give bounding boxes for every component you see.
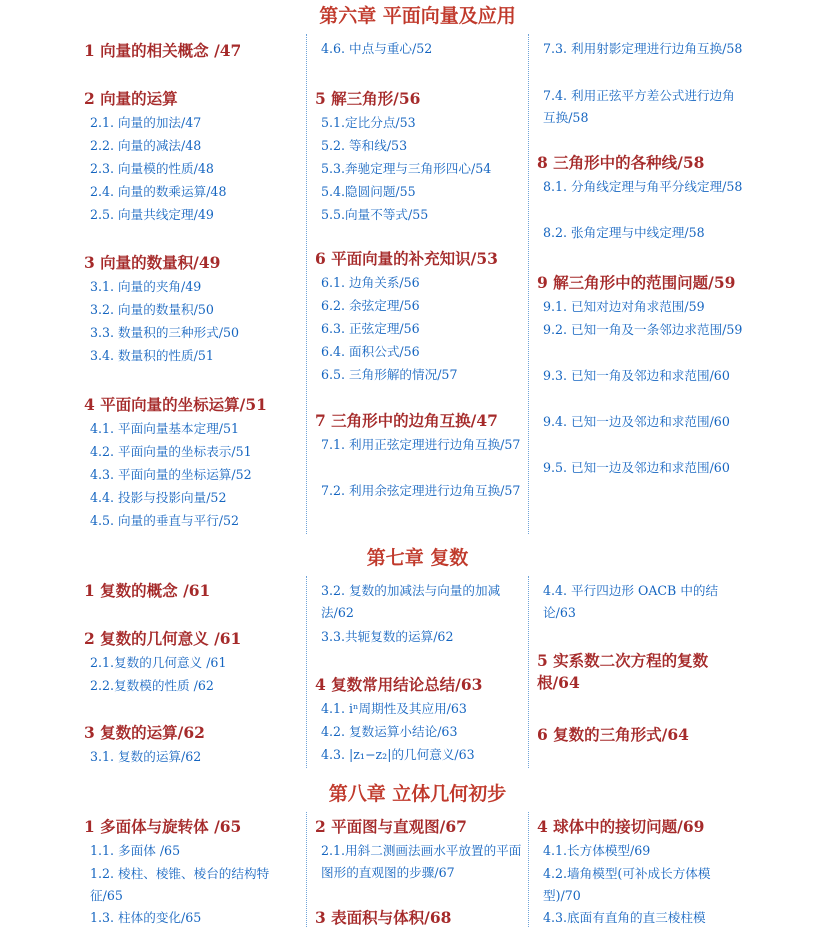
toc-subsection[interactable]: 2.2. 向量的减法/48: [90, 138, 202, 153]
toc-subsection[interactable]: 4.2. 复数运算小结论/63: [321, 724, 458, 739]
toc-section[interactable]: 6 平面向量的补充知识/53: [315, 249, 498, 268]
toc-subsection[interactable]: 5.1.定比分点/53: [321, 115, 416, 130]
toc-subsection[interactable]: 9.4. 已知一边及邻边和求范围/60: [543, 414, 730, 429]
toc-subsection[interactable]: 1.1. 多面体 /65: [90, 843, 181, 858]
toc-section[interactable]: 8 三角形中的各种线/58: [537, 153, 705, 172]
toc-subsection[interactable]: 9.2. 已知一角及一条邻边求范围/59: [543, 322, 743, 337]
ch8-column-3: [528, 812, 749, 927]
toc-subsection[interactable]: 3.1. 向量的夹角/49: [90, 279, 202, 294]
toc-subsection[interactable]: 4.1. iⁿ周期性及其应用/63: [321, 701, 467, 716]
toc-subsection[interactable]: 3.3.共轭复数的运算/62: [321, 629, 454, 644]
toc-subsection[interactable]: 6.3. 正弦定理/56: [321, 321, 420, 336]
toc-subsection[interactable]: 4.2. 平面向量的坐标表示/51: [90, 444, 252, 459]
toc-subsection[interactable]: 8.1. 分角线定理与角平分线定理/58: [543, 179, 743, 194]
toc-subsection[interactable]: 5.2. 等和线/53: [321, 138, 408, 153]
toc-section[interactable]: 6 复数的三角形式/64: [537, 725, 689, 744]
toc-section[interactable]: 4 复数常用结论总结/63: [315, 675, 483, 694]
toc-section[interactable]: 1 向量的相关概念 /47: [84, 41, 242, 60]
toc-subsection[interactable]: 6.2. 余弦定理/56: [321, 298, 420, 313]
toc-subsection[interactable]: 1.2. 棱柱、棱锥、棱台的结构特征/65: [90, 866, 270, 903]
toc-section[interactable]: 4 球体中的接切问题/69: [537, 817, 705, 836]
toc-subsection[interactable]: 7.1. 利用正弦定理进行边角互换/57: [321, 437, 521, 452]
toc-subsection[interactable]: 4.5. 向量的垂直与平行/52: [90, 513, 240, 528]
toc-subsection[interactable]: 4.6. 中点与重心/52: [321, 41, 433, 56]
toc-section[interactable]: 1 复数的概念 /61: [84, 581, 211, 600]
toc-subsection[interactable]: 9.5. 已知一边及邻边和求范围/60: [543, 460, 730, 475]
toc-subsection[interactable]: 7.3. 利用射影定理进行边角互换/58: [543, 41, 743, 56]
toc-section[interactable]: 5 解三角形/56: [315, 89, 421, 108]
toc-section[interactable]: 2 向量的运算: [84, 89, 178, 108]
toc-subsection[interactable]: 2.3. 向量模的性质/48: [90, 161, 214, 176]
ch8-column-2: [306, 812, 529, 927]
toc-subsection[interactable]: 3.3. 数量积的三种形式/50: [90, 325, 240, 340]
toc-section[interactable]: 3 复数的运算/62: [84, 723, 205, 742]
ch7-column-3: [528, 576, 749, 768]
toc-subsection[interactable]: 6.5. 三角形解的情况/57: [321, 367, 458, 382]
toc-subsection[interactable]: 4.4. 投影与投影向量/52: [90, 490, 227, 505]
ch8-column-1: [84, 812, 302, 927]
toc-subsection[interactable]: 2.1. 向量的加法/47: [90, 115, 202, 130]
toc-section[interactable]: 3 表面积与体积/68: [315, 908, 452, 927]
ch6-column-3: [528, 34, 749, 534]
toc-subsection[interactable]: 5.4.隐圆问题/55: [321, 184, 416, 199]
toc-section[interactable]: 4 平面向量的坐标运算/51: [84, 395, 267, 414]
toc-subsection[interactable]: 2.4. 向量的数乘运算/48: [90, 184, 227, 199]
toc-subsection[interactable]: 7.2. 利用余弦定理进行边角互换/57: [321, 483, 521, 498]
chapter-8-title: 第八章 立体几何初步: [328, 783, 507, 805]
toc-subsection[interactable]: 4.3.底面有直角的直三棱柱模: [543, 910, 706, 925]
toc-subsection[interactable]: 3.4. 数量积的性质/51: [90, 348, 214, 363]
toc-subsection[interactable]: 5.3.奔驰定理与三角形四心/54: [321, 161, 492, 176]
toc-section[interactable]: 9 解三角形中的范围问题/59: [537, 273, 736, 292]
toc-subsection[interactable]: 6.4. 面积公式/56: [321, 344, 420, 359]
toc-subsection[interactable]: 9.1. 已知对边对角求范围/59: [543, 299, 705, 314]
toc-subsection[interactable]: 2.2.复数模的性质 /62: [90, 678, 214, 693]
toc-subsection[interactable]: 4.1.长方体模型/69: [543, 843, 651, 858]
ch6-column-2: [306, 34, 529, 534]
toc-subsection[interactable]: 2.1.用斜二测画法画水平放置的平面图形的直观图的步骤/67: [321, 843, 522, 880]
toc-subsection[interactable]: 3.1. 复数的运算/62: [90, 749, 202, 764]
toc-subsection[interactable]: 3.2. 向量的数量积/50: [90, 302, 214, 317]
toc-section[interactable]: 5 实系数二次方程的复数根/64: [537, 651, 709, 692]
toc-subsection[interactable]: 4.2.墙角模型(可补成长方体模型)/70: [543, 866, 711, 903]
toc-subsection[interactable]: 4.1. 平面向量基本定理/51: [90, 421, 240, 436]
toc-subsection[interactable]: 4.4. 平行四边形 OACB 中的结论/63: [543, 583, 719, 620]
toc-subsection[interactable]: 8.2. 张角定理与中线定理/58: [543, 225, 705, 240]
chapter-6-title: 第六章 平面向量及应用: [319, 5, 516, 27]
toc-subsection[interactable]: 7.4. 利用正弦平方差公式进行边角互换/58: [543, 88, 735, 125]
toc-section[interactable]: 1 多面体与旋转体 /65: [84, 817, 242, 836]
toc-subsection[interactable]: 5.5.向量不等式/55: [321, 207, 429, 222]
ch7-column-2: [306, 576, 529, 768]
toc-subsection[interactable]: 9.3. 已知一角及邻边和求范围/60: [543, 368, 730, 383]
toc-section[interactable]: 7 三角形中的边角互换/47: [315, 411, 498, 430]
toc-subsection[interactable]: 4.3. |z₁−z₂|的几何意义/63: [321, 747, 475, 762]
chapter-7-title: 第七章 复数: [366, 547, 469, 569]
toc-subsection[interactable]: 2.1.复数的几何意义 /61: [90, 655, 227, 670]
ch7-column-1: [84, 576, 302, 768]
toc-section[interactable]: 2 平面图与直观图/67: [315, 817, 467, 836]
toc-section[interactable]: 3 向量的数量积/49: [84, 253, 221, 272]
toc-subsection[interactable]: 3.2. 复数的加减法与向量的加减法/62: [321, 583, 501, 620]
toc-subsection[interactable]: 2.5. 向量共线定理/49: [90, 207, 214, 222]
toc-subsection[interactable]: 4.3. 平面向量的坐标运算/52: [90, 467, 252, 482]
toc-section[interactable]: 2 复数的几何意义 /61: [84, 629, 242, 648]
ch6-column-1: [84, 34, 302, 534]
toc-subsection[interactable]: 6.1. 边角关系/56: [321, 275, 420, 290]
toc-subsection[interactable]: 1.3. 柱体的变化/65: [90, 910, 202, 925]
